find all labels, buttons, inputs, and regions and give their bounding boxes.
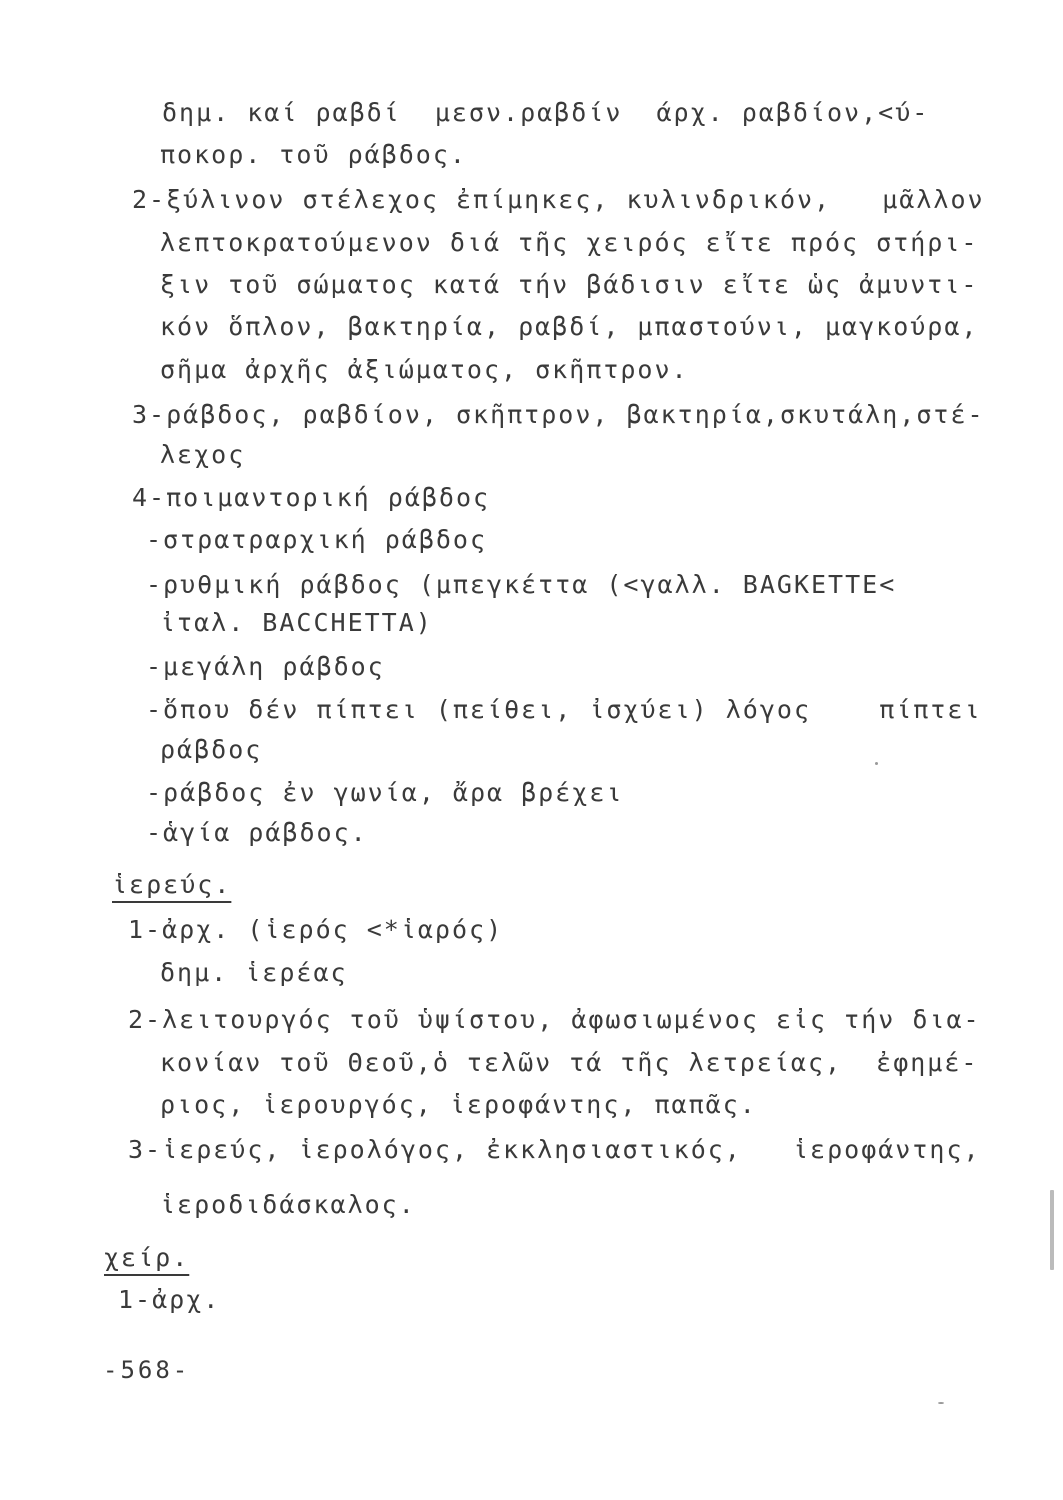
text-line: -στρατραρχική ράβδος xyxy=(146,525,488,554)
paper-speck xyxy=(875,762,878,765)
headword-iereus: ἱερεύς. xyxy=(112,870,232,899)
paper-speck xyxy=(938,1402,944,1404)
text-line: 3-ἱερεύς, ἱερολόγος, ἐκκλησιαστικός, ἱεροφάντης, xyxy=(128,1135,981,1164)
text-line: 1-ἀρχ. (ἱερός <*ἱαρός) xyxy=(128,915,504,944)
text-line: κονίαν τοῦ Θεοῦ,ὁ τελῶν τά τῆς λετρείας, ἐφημέ- xyxy=(160,1048,979,1077)
text-line: ἱεροδιδάσκαλος. xyxy=(160,1190,416,1219)
text-line: δημ. καί ραβδί μεσν.ραβδίν άρχ. ραβδίον,<ύ- xyxy=(162,98,930,127)
text-line: ξιν τοῦ σώματος κατά τήν βάδισιν εἴτε ὡς ἀμυντι- xyxy=(160,270,979,299)
text-line: 3-ράβδος, ραβδίον, σκῆπτρον, βακτηρία,σκυτάλη,στέ- xyxy=(132,400,985,429)
text-line: δημ. ἱερέας xyxy=(160,958,348,987)
headword-cheir: χείρ. xyxy=(104,1243,190,1272)
text-line: -ὅπου δέν πίπτει (πείθει, ἰσχύει) λόγος πίπτει xyxy=(146,695,982,724)
text-line: κόν ὅπλον, βακτηρία, ραβδί, μπαστούνι, μαγκούρα, xyxy=(160,312,979,341)
text-line: 1-ἀρχ. xyxy=(118,1285,221,1314)
text-line: λεχος xyxy=(160,440,246,469)
paper-edge-mark xyxy=(1050,1190,1054,1270)
text-line: ριος, ἱερουργός, ἱεροφάντης, παπᾶς. xyxy=(160,1090,757,1119)
text-line: -μεγάλη ράβδος xyxy=(146,652,385,681)
text-line: ποκορ. τοῦ ράβδος. xyxy=(160,140,467,169)
text-line: σῆμα ἀρχῆς ἀξιώματος, σκῆπτρον. xyxy=(160,355,689,384)
text-line: ἰταλ. BACCHETTA) xyxy=(160,608,433,637)
text-line: ράβδος xyxy=(160,735,263,764)
text-line: λεπτοκρατούμενον διά τῆς χειρός εἴτε πρός στήρι- xyxy=(160,228,979,257)
text-line: 2-λειτουργός τοῦ ὑψίστου, ἀφωσιωμένος εἰς τήν δια- xyxy=(128,1005,981,1034)
text-line: -ρυθμική ράβδος (μπεγκέττα (<γαλλ. BAGKETTE< xyxy=(146,570,897,599)
text-line: -ἁγία ράβδος. xyxy=(146,818,368,847)
page-number: -568- xyxy=(103,1356,191,1384)
text-line: 4-ποιμαντορική ράβδος xyxy=(132,483,491,512)
text-line: 2-ξύλινον στέλεχος ἐπίμηκες, κυλινδρικόν, μᾶλλον xyxy=(132,185,985,214)
text-line: -ράβδος ἐν γωνία, ἄρα βρέχει xyxy=(146,778,624,807)
